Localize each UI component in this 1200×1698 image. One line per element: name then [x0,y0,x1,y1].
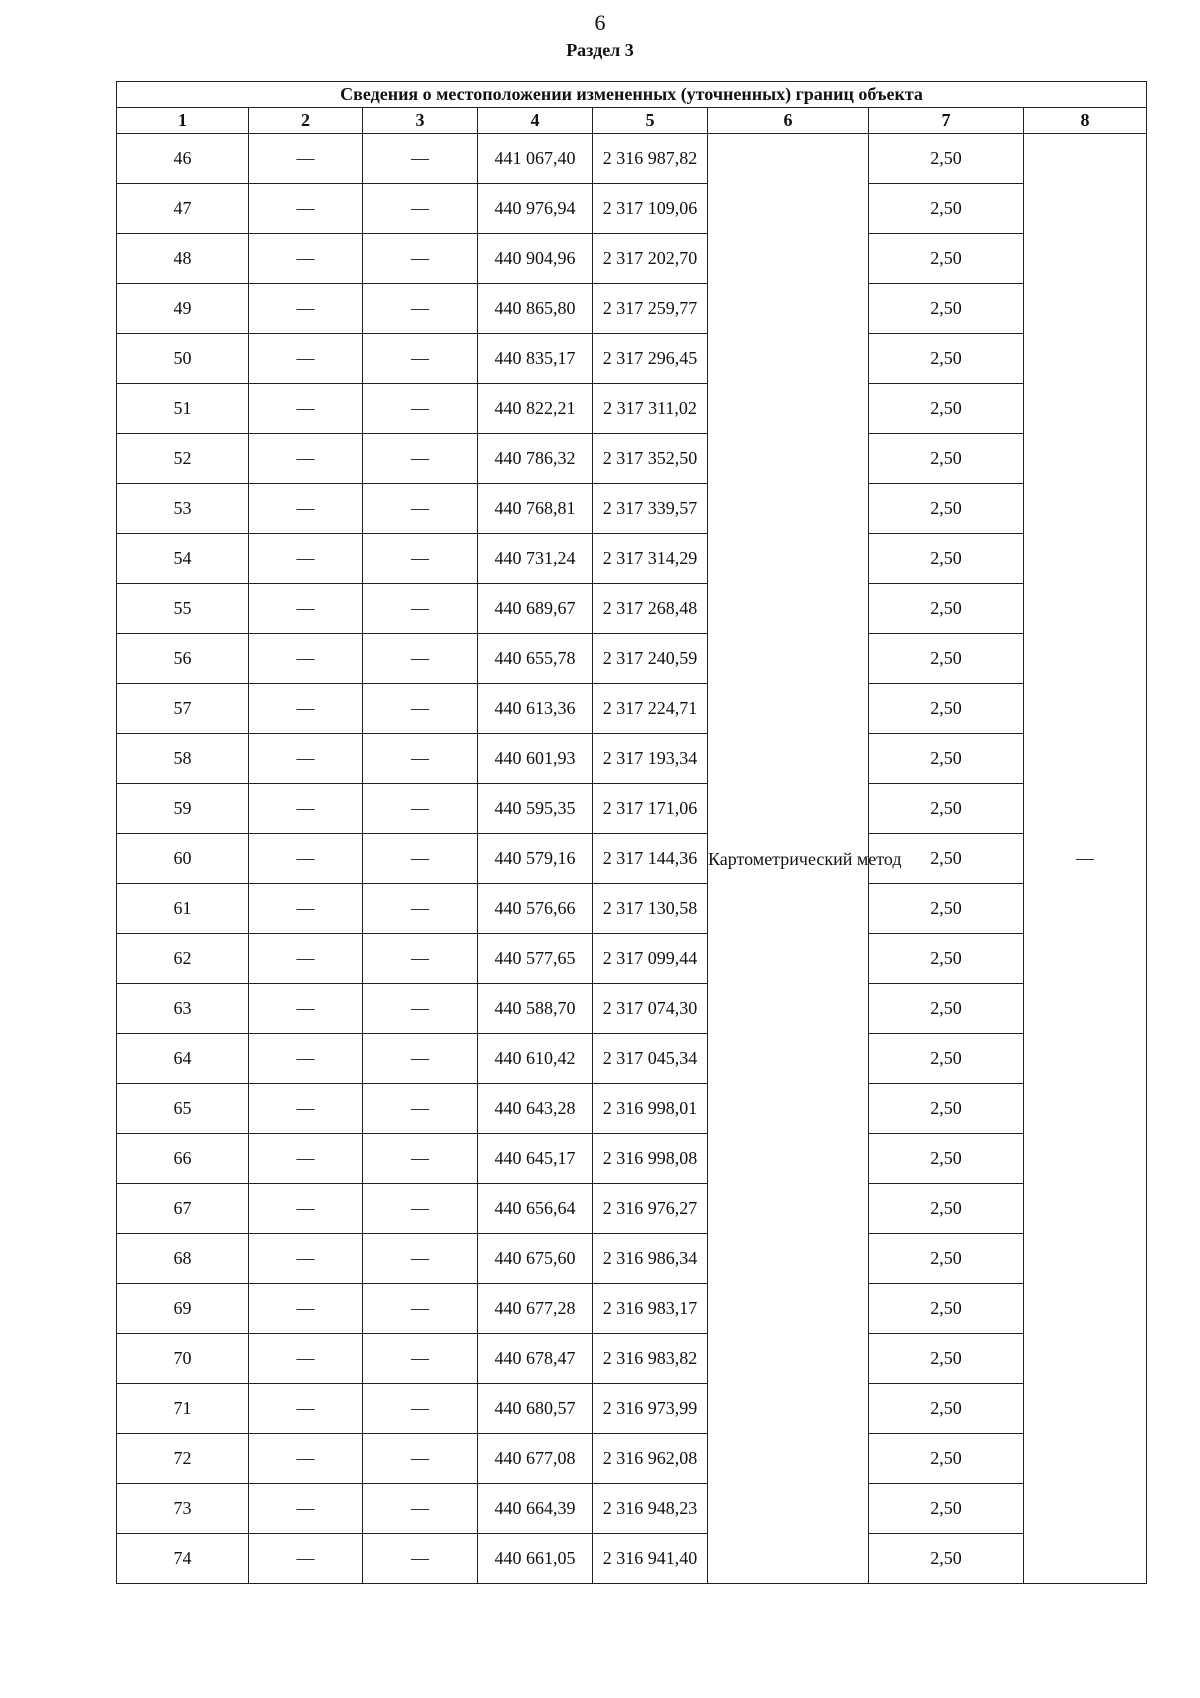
x-coordinate-cell: 440 786,32 [478,434,593,484]
column-2-cell: — [249,384,363,434]
point-number-cell: 66 [117,1134,249,1184]
x-coordinate-cell: 440 731,24 [478,534,593,584]
column-2-cell: — [249,1284,363,1334]
column-3-cell: — [363,434,478,484]
column-2-cell: — [249,184,363,234]
x-coordinate-cell: 440 576,66 [478,884,593,934]
column-3-cell: — [363,634,478,684]
column-2-cell: — [249,134,363,184]
column-number-row [117,108,1147,134]
x-coordinate-cell: 440 577,65 [478,934,593,984]
point-number-cell: 62 [117,934,249,984]
point-number-cell: 49 [117,284,249,334]
point-number-cell: 61 [117,884,249,934]
accuracy-cell: 2,50 [869,634,1024,684]
column-3-cell: — [363,1384,478,1434]
accuracy-cell: 2,50 [869,1184,1024,1234]
point-number-cell: 54 [117,534,249,584]
y-coordinate-cell: 2 317 240,59 [593,634,708,684]
column-3-cell: — [363,1034,478,1084]
point-number-cell: 68 [117,1234,249,1284]
column-3-cell: — [363,134,478,184]
point-number-cell: 46 [117,134,249,184]
y-coordinate-cell: 2 317 109,06 [593,184,708,234]
page-number: 6 [594,10,606,35]
x-coordinate-cell: 441 067,40 [478,134,593,184]
accuracy-cell: 2,50 [869,1234,1024,1284]
column-3-cell: — [363,334,478,384]
point-number-cell: 57 [117,684,249,734]
column-3-cell: — [363,234,478,284]
column-3-cell: — [363,184,478,234]
column-2-cell: — [249,1084,363,1134]
column-2-cell: — [249,1234,363,1284]
column-8-cell: — [1024,134,1147,1584]
column-2-cell: — [249,284,363,334]
x-coordinate-cell: 440 768,81 [478,484,593,534]
point-number-cell: 50 [117,334,249,384]
column-3-cell: — [363,884,478,934]
column-3-cell: — [363,1534,478,1584]
x-coordinate-cell: 440 835,17 [478,334,593,384]
column-2-cell: — [249,734,363,784]
y-coordinate-cell: 2 317 099,44 [593,934,708,984]
accuracy-cell: 2,50 [869,834,1024,884]
x-coordinate-cell: 440 656,64 [478,1184,593,1234]
column-number: 4 [478,108,593,134]
point-number-cell: 48 [117,234,249,284]
y-coordinate-cell: 2 317 314,29 [593,534,708,584]
y-coordinate-cell: 2 316 948,23 [593,1484,708,1534]
table-row [117,484,1147,534]
column-2-cell: — [249,834,363,884]
y-coordinate-cell: 2 317 130,58 [593,884,708,934]
column-3-cell: — [363,584,478,634]
accuracy-cell: 2,50 [869,1284,1024,1334]
accuracy-cell: 2,50 [869,134,1024,184]
table-row [117,284,1147,334]
table-row [117,334,1147,384]
table-row [117,1384,1147,1434]
y-coordinate-cell: 2 317 311,02 [593,384,708,434]
accuracy-cell: 2,50 [869,1484,1024,1534]
accuracy-cell: 2,50 [869,934,1024,984]
accuracy-cell: 2,50 [869,484,1024,534]
point-number-cell: 64 [117,1034,249,1084]
y-coordinate-cell: 2 316 987,82 [593,134,708,184]
point-number-cell: 52 [117,434,249,484]
table-row [117,1084,1147,1134]
column-2-cell: — [249,334,363,384]
column-3-cell: — [363,1084,478,1134]
column-3-cell: — [363,1234,478,1284]
accuracy-cell: 2,50 [869,1434,1024,1484]
accuracy-cell: 2,50 [869,584,1024,634]
column-3-cell: — [363,534,478,584]
column-number: 7 [869,108,1024,134]
column-3-cell: — [363,1284,478,1334]
y-coordinate-cell: 2 317 144,36 [593,834,708,884]
y-coordinate-cell: 2 316 973,99 [593,1384,708,1434]
y-coordinate-cell: 2 317 259,77 [593,284,708,334]
column-2-cell: — [249,534,363,584]
column-2-cell: — [249,484,363,534]
table-row [117,384,1147,434]
accuracy-cell: 2,50 [869,1534,1024,1584]
x-coordinate-cell: 440 677,08 [478,1434,593,1484]
column-3-cell: — [363,484,478,534]
point-number-cell: 55 [117,584,249,634]
x-coordinate-cell: 440 645,17 [478,1134,593,1184]
accuracy-cell: 2,50 [869,434,1024,484]
table-row [117,1134,1147,1184]
column-number: 3 [363,108,478,134]
column-3-cell: — [363,1334,478,1384]
column-2-cell: — [249,434,363,484]
table-row [117,884,1147,934]
accuracy-cell: 2,50 [869,984,1024,1034]
y-coordinate-cell: 2 316 962,08 [593,1434,708,1484]
column-number: 6 [708,108,869,134]
x-coordinate-cell: 440 588,70 [478,984,593,1034]
x-coordinate-cell: 440 822,21 [478,384,593,434]
column-2-cell: — [249,1434,363,1484]
y-coordinate-cell: 2 317 171,06 [593,784,708,834]
column-2-cell: — [249,884,363,934]
y-coordinate-cell: 2 316 983,17 [593,1284,708,1334]
point-number-cell: 53 [117,484,249,534]
y-coordinate-cell: 2 316 983,82 [593,1334,708,1384]
point-number-cell: 65 [117,1084,249,1134]
column-number: 8 [1024,108,1147,134]
point-number-cell: 58 [117,734,249,784]
column-3-cell: — [363,984,478,1034]
table-row [117,1034,1147,1084]
section-title: Раздел 3 [566,40,634,60]
column-3-cell: — [363,1434,478,1484]
table-row [117,234,1147,284]
point-number-cell: 63 [117,984,249,1034]
column-2-cell: — [249,234,363,284]
point-number-cell: 73 [117,1484,249,1534]
column-2-cell: — [249,1034,363,1084]
point-number-cell: 72 [117,1434,249,1484]
column-number: 1 [117,108,249,134]
y-coordinate-cell: 2 317 202,70 [593,234,708,284]
table-row [117,734,1147,784]
table-row [117,684,1147,734]
accuracy-cell: 2,50 [869,1034,1024,1084]
table-row [117,1234,1147,1284]
y-coordinate-cell: 2 317 352,50 [593,434,708,484]
column-3-cell: — [363,1184,478,1234]
column-3-cell: — [363,1134,478,1184]
x-coordinate-cell: 440 610,42 [478,1034,593,1084]
column-number: 5 [593,108,708,134]
point-number-cell: 56 [117,634,249,684]
column-3-cell: — [363,834,478,884]
table-row [117,934,1147,984]
column-2-cell: — [249,634,363,684]
accuracy-cell: 2,50 [869,1384,1024,1434]
table-row [117,1284,1147,1334]
table-row [117,184,1147,234]
column-2-cell: — [249,1384,363,1434]
column-2-cell: — [249,584,363,634]
table-row [117,1484,1147,1534]
table-row [117,584,1147,634]
y-coordinate-cell: 2 317 268,48 [593,584,708,634]
column-2-cell: — [249,1484,363,1534]
accuracy-cell: 2,50 [869,1134,1024,1184]
x-coordinate-cell: 440 677,28 [478,1284,593,1334]
x-coordinate-cell: 440 680,57 [478,1384,593,1434]
point-number-cell: 74 [117,1534,249,1584]
column-2-cell: — [249,1334,363,1384]
point-number-cell: 71 [117,1384,249,1434]
y-coordinate-cell: 2 317 224,71 [593,684,708,734]
y-coordinate-cell: 2 316 998,01 [593,1084,708,1134]
y-coordinate-cell: 2 316 941,40 [593,1534,708,1584]
table-row [117,1184,1147,1234]
y-coordinate-cell: 2 317 339,57 [593,484,708,534]
x-coordinate-cell: 440 579,16 [478,834,593,884]
x-coordinate-cell: 440 689,67 [478,584,593,634]
y-coordinate-cell: 2 316 976,27 [593,1184,708,1234]
column-2-cell: — [249,784,363,834]
x-coordinate-cell: 440 643,28 [478,1084,593,1134]
point-number-cell: 51 [117,384,249,434]
table-body [117,134,1147,1584]
accuracy-cell: 2,50 [869,334,1024,384]
table-row [117,984,1147,1034]
table-row [117,1434,1147,1484]
y-coordinate-cell: 2 316 986,34 [593,1234,708,1284]
y-coordinate-cell: 2 317 193,34 [593,734,708,784]
column-3-cell: — [363,784,478,834]
y-coordinate-cell: 2 317 045,34 [593,1034,708,1084]
table-row [117,134,1147,184]
x-coordinate-cell: 440 678,47 [478,1334,593,1384]
column-3-cell: — [363,734,478,784]
column-2-cell: — [249,934,363,984]
point-number-cell: 60 [117,834,249,884]
accuracy-cell: 2,50 [869,384,1024,434]
x-coordinate-cell: 440 601,93 [478,734,593,784]
x-coordinate-cell: 440 976,94 [478,184,593,234]
y-coordinate-cell: 2 316 998,08 [593,1134,708,1184]
table-row [117,784,1147,834]
accuracy-cell: 2,50 [869,1084,1024,1134]
x-coordinate-cell: 440 904,96 [478,234,593,284]
accuracy-cell: 2,50 [869,734,1024,784]
column-2-cell: — [249,984,363,1034]
column-2-cell: — [249,1534,363,1584]
column-number: 2 [249,108,363,134]
y-coordinate-cell: 2 317 296,45 [593,334,708,384]
x-coordinate-cell: 440 661,05 [478,1534,593,1584]
accuracy-cell: 2,50 [869,1334,1024,1384]
table-row [117,834,1147,884]
column-3-cell: — [363,1484,478,1534]
column-3-cell: — [363,284,478,334]
accuracy-cell: 2,50 [869,784,1024,834]
point-number-cell: 69 [117,1284,249,1334]
point-number-cell: 70 [117,1334,249,1384]
column-3-cell: — [363,684,478,734]
point-number-cell: 67 [117,1184,249,1234]
table-row [117,534,1147,584]
boundary-coordinates-table [116,81,1147,1584]
x-coordinate-cell: 440 613,36 [478,684,593,734]
column-3-cell: — [363,384,478,434]
accuracy-cell: 2,50 [869,534,1024,584]
table-row [117,634,1147,684]
column-2-cell: — [249,1134,363,1184]
accuracy-cell: 2,50 [869,234,1024,284]
y-coordinate-cell: 2 317 074,30 [593,984,708,1034]
x-coordinate-cell: 440 664,39 [478,1484,593,1534]
method-cell: Картометрический метод [708,134,869,1584]
table-caption: Сведения о местоположении измененных (уточненных) границ объекта [117,82,1147,108]
table-row [117,1334,1147,1384]
x-coordinate-cell: 440 655,78 [478,634,593,684]
point-number-cell: 59 [117,784,249,834]
x-coordinate-cell: 440 675,60 [478,1234,593,1284]
column-2-cell: — [249,1184,363,1234]
accuracy-cell: 2,50 [869,184,1024,234]
x-coordinate-cell: 440 865,80 [478,284,593,334]
point-number-cell: 47 [117,184,249,234]
accuracy-cell: 2,50 [869,884,1024,934]
accuracy-cell: 2,50 [869,684,1024,734]
column-3-cell: — [363,934,478,984]
table-row [117,434,1147,484]
accuracy-cell: 2,50 [869,284,1024,334]
table-row [117,1534,1147,1584]
column-2-cell: — [249,684,363,734]
x-coordinate-cell: 440 595,35 [478,784,593,834]
